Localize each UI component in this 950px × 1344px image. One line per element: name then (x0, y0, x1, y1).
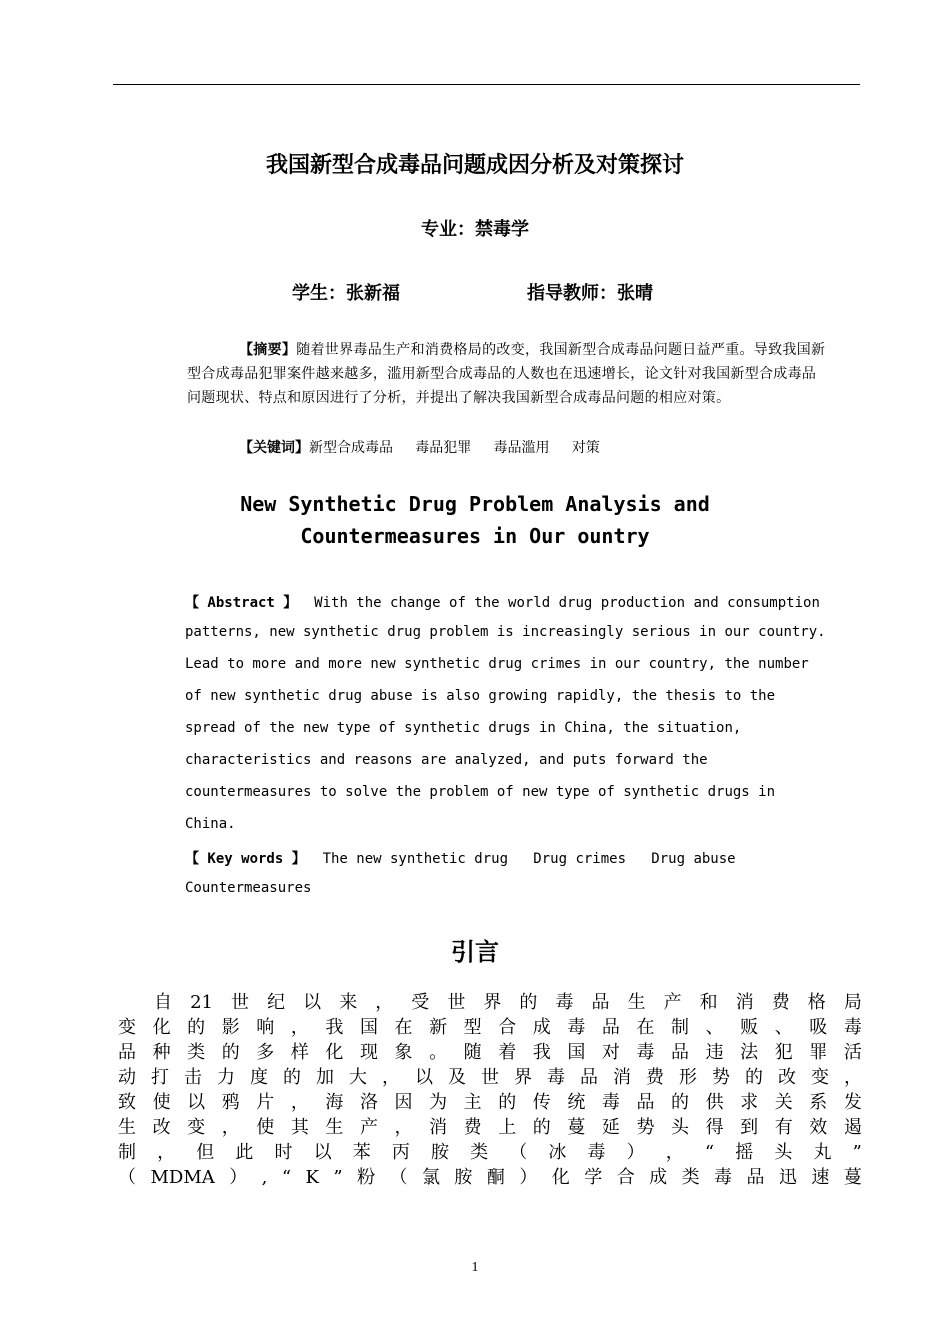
body-text-line (118, 1065, 862, 1090)
body-text-char: 界 (514, 1067, 532, 1088)
body-text-char: 击 (184, 1067, 202, 1088)
body-text-char: 合 (616, 1167, 635, 1188)
body-text-char: 制 (671, 1017, 689, 1038)
advisor-line: 指导教师：张晴 (527, 283, 653, 304)
body-text-char: 毒 (567, 1017, 586, 1038)
english-abstract-line: spread of the new type of synthetic drugs in China, the situation, (185, 720, 742, 736)
body-text-char: 响 (256, 1017, 275, 1038)
body-text-char: 消 (429, 1117, 448, 1138)
body-text-char: 的 (519, 992, 538, 1013)
body-text-char: 贩 (740, 1017, 759, 1038)
body-text-char: ” (852, 1142, 862, 1163)
english-abstract-line: China. (185, 816, 236, 832)
body-text-char: 粉 (357, 1167, 376, 1188)
body-text-line (118, 1115, 862, 1140)
body-text-char: 势 (712, 1067, 730, 1088)
body-text-char: 世 (231, 992, 250, 1013)
body-text-char: 样 (290, 1042, 309, 1063)
body-text-char: 受 (411, 992, 430, 1013)
body-text-char: 使 (152, 1092, 171, 1113)
body-text-char: 丸 (813, 1142, 832, 1163)
body-text-char: 、 (705, 1017, 724, 1038)
body-text-char: 以 (313, 1142, 332, 1163)
body-text-char: ， (157, 1142, 176, 1163)
body-text-char: ， (665, 1142, 684, 1163)
body-text-char: 变 (187, 1117, 206, 1138)
chinese-keywords-text: 新型合成毒品 毒品犯罪 毒品滥用 对策 (309, 440, 600, 456)
body-text-char: 度 (250, 1067, 268, 1088)
body-text-char: 氯 (421, 1167, 440, 1188)
body-text-char: 费 (463, 1117, 482, 1138)
body-text-char: 和 (699, 992, 718, 1013)
english-title-line-2: Countermeasures in Our ountry (300, 524, 650, 548)
body-text-char: “ (704, 1142, 715, 1163)
body-text-char: 形 (679, 1067, 697, 1088)
body-text-line (118, 990, 862, 1015)
body-text-char: ） (229, 1167, 248, 1188)
chinese-keywords-label: 【关键词】 (239, 440, 309, 456)
body-text-char: 胺 (454, 1167, 473, 1188)
body-text-char: 求 (740, 1092, 759, 1113)
body-text-line (118, 1140, 862, 1165)
body-text-line (118, 1165, 862, 1190)
body-text-char: 合 (498, 1017, 517, 1038)
body-text-char: 头 (774, 1142, 793, 1163)
body-text-char: 影 (221, 1017, 240, 1038)
body-text-char: 我 (532, 1042, 551, 1063)
body-text-char: 生 (627, 992, 646, 1013)
body-text-char: 因 (394, 1092, 413, 1113)
body-text-char: ， (382, 1067, 400, 1088)
body-text-char: 的 (187, 1017, 206, 1038)
body-text-char: 新 (429, 1017, 448, 1038)
body-text-char: 致 (118, 1092, 136, 1113)
body-text-char: 大 (349, 1067, 367, 1088)
introduction-heading: 引言 (451, 938, 499, 966)
body-text-char: 冰 (548, 1142, 567, 1163)
body-text-char: 象 (394, 1042, 413, 1063)
body-text-char: 生 (118, 1117, 136, 1138)
body-text-char: 化 (551, 1167, 570, 1188)
body-text-char: 毒 (555, 992, 574, 1013)
body-text-char: 着 (498, 1042, 517, 1063)
body-text-char: 变 (118, 1017, 136, 1038)
body-text-char: （ (118, 1167, 136, 1188)
body-text-char: 国 (567, 1042, 586, 1063)
body-text-char: 发 (843, 1092, 862, 1113)
body-text-char: 21 (190, 992, 213, 1013)
body-text-char: 苯 (352, 1142, 371, 1163)
english-keywords-label: 【 Key words 】 (185, 851, 306, 867)
body-text-char: 罪 (809, 1042, 828, 1063)
body-text-char: 界 (483, 992, 502, 1013)
body-text-char: 动 (118, 1067, 136, 1088)
body-text-char: 多 (256, 1042, 275, 1063)
body-text-char: 化 (325, 1042, 344, 1063)
body-text-char: 的 (745, 1067, 763, 1088)
body-text-char: 传 (532, 1092, 551, 1113)
body-text-char: ， (290, 1092, 309, 1113)
body-text-char: 、 (774, 1017, 793, 1038)
body-text-char: 鸦 (221, 1092, 240, 1113)
body-text-char: 国 (359, 1017, 378, 1038)
body-text-char: 改 (778, 1067, 796, 1088)
body-text-char: 品 (601, 1017, 620, 1038)
body-text-char: 吸 (809, 1017, 828, 1038)
body-text-char: 在 (394, 1017, 413, 1038)
body-text-char: 打 (151, 1067, 169, 1088)
body-text-char: 洛 (359, 1092, 378, 1113)
body-text-char: 系 (809, 1092, 828, 1113)
body-text-char: 其 (290, 1117, 309, 1138)
body-text-char: 制 (118, 1142, 136, 1163)
body-text-char: 。 (429, 1042, 448, 1063)
body-text-char: 及 (448, 1067, 466, 1088)
body-text-char: MDMA (150, 1167, 215, 1188)
body-text-char: 型 (463, 1017, 482, 1038)
body-text-char: 酮 (486, 1167, 505, 1188)
body-text-char: 丙 (391, 1142, 410, 1163)
body-text-line (118, 1015, 862, 1040)
english-abstract-line: characteristics and reasons are analyzed, and puts forward the (185, 752, 708, 768)
body-text-char: ” (333, 1167, 343, 1188)
body-text-line (118, 1040, 862, 1065)
body-text-char: 主 (463, 1092, 482, 1113)
body-text-char: 纪 (267, 992, 286, 1013)
body-text-char: 胺 (431, 1142, 449, 1163)
body-text-char: 产 (359, 1117, 378, 1138)
body-text-char: 费 (771, 992, 790, 1013)
body-text-char: 海 (325, 1092, 344, 1113)
body-text-char: 类 (187, 1042, 206, 1063)
body-text-char: 的 (221, 1042, 240, 1063)
body-text-char: ， (394, 1117, 413, 1138)
body-text-char: 局 (843, 992, 862, 1013)
body-text-char: 毒 (547, 1067, 565, 1088)
body-text-char: 力 (217, 1067, 235, 1088)
body-text-char: 片 (256, 1092, 275, 1113)
english-abstract-line: patterns, new synthetic drug problem is increasingly serious in our country. (185, 624, 826, 640)
body-text-char: 遏 (843, 1117, 862, 1138)
header-rule (113, 84, 860, 85)
body-text-char: 头 (671, 1117, 689, 1138)
body-text-char: 关 (774, 1092, 793, 1113)
body-text-char: 品 (636, 1092, 655, 1113)
body-text-char: 消 (613, 1067, 631, 1088)
body-text-char: K (305, 1167, 319, 1188)
body-text-char: ， (290, 1017, 309, 1038)
body-text-char: 类 (470, 1142, 489, 1163)
body-text-char: 供 (705, 1092, 724, 1113)
english-abstract-label: 【 Abstract 】 (185, 595, 298, 611)
body-text-char: 毒 (636, 1042, 655, 1063)
body-text-char: 毒 (587, 1142, 606, 1163)
body-text-char: 品 (591, 992, 610, 1013)
body-text-char: 毒 (601, 1092, 620, 1113)
body-text-char: ， (221, 1117, 240, 1138)
body-text-char: 蔓 (843, 1167, 862, 1188)
body-text-char: 的 (283, 1067, 301, 1088)
body-text-char: 得 (705, 1117, 724, 1138)
body-text-char: 效 (809, 1117, 828, 1138)
body-text-char: 世 (481, 1067, 499, 1088)
body-text-char: 上 (498, 1117, 517, 1138)
chinese-title: 我国新型合成毒品问题成因分析及对策探讨 (265, 153, 684, 178)
body-text-char: ） (519, 1167, 538, 1188)
body-text-char: 延 (601, 1117, 620, 1138)
body-text-char: 变 (811, 1067, 829, 1088)
english-keywords-line-2: Countermeasures (185, 880, 312, 896)
body-text-char: 迅 (778, 1167, 797, 1188)
body-text-line (118, 1090, 862, 1115)
body-text-char: 自 (154, 992, 173, 1013)
english-abstract-line (185, 592, 820, 612)
body-text-char (118, 990, 136, 1015)
body-text-char: 种 (152, 1042, 171, 1063)
body-text-char: 势 (636, 1117, 655, 1138)
body-text-char: 化 (152, 1017, 171, 1038)
body-text-char: ， (375, 992, 394, 1013)
body-text-char: 费 (646, 1067, 664, 1088)
english-abstract-line: Lead to more and more new synthetic drug crimes in our country, the number (185, 656, 809, 672)
english-keywords-line (185, 848, 736, 868)
body-text-char: 现 (359, 1042, 378, 1063)
body-text-char: （ (389, 1167, 408, 1188)
body-text-char: 此 (235, 1142, 254, 1163)
body-text-char: 对 (601, 1042, 620, 1063)
body-text-char: 以 (415, 1067, 433, 1088)
body-text-char: 的 (671, 1092, 689, 1113)
body-text-char: 改 (152, 1117, 171, 1138)
body-text-char: 世 (447, 992, 466, 1013)
body-text-char: 以 (303, 992, 322, 1013)
body-text-char: , (261, 1167, 268, 1188)
body-text-char: ） (626, 1142, 645, 1163)
body-text-char: 但 (196, 1142, 215, 1163)
body-text-char: 的 (498, 1092, 517, 1113)
body-text-char: 蔓 (567, 1117, 586, 1138)
page-number: 1 (471, 1260, 479, 1275)
body-text-char: 为 (429, 1092, 448, 1113)
body-text-char: ， (844, 1067, 862, 1088)
body-text-char: 产 (663, 992, 682, 1013)
body-text-char: 违 (705, 1042, 724, 1063)
english-abstract-line: countermeasures to solve the problem of new type of synthetic drugs in (185, 784, 776, 800)
body-text-char: 品 (118, 1042, 136, 1063)
body-text-char: 统 (567, 1092, 586, 1113)
body-text-char: 摇 (735, 1142, 754, 1163)
body-text-char: 生 (325, 1117, 344, 1138)
english-abstract-line: of new synthetic drug abuse is also growing rapidly, the thesis to the (185, 688, 776, 704)
english-abstract-first-text: With the change of the world drug production and consumption (297, 595, 820, 611)
body-text-char: 活 (843, 1042, 862, 1063)
body-text-char: 加 (316, 1067, 334, 1088)
chinese-abstract (187, 338, 827, 410)
student-line: 学生：张新福 (292, 283, 400, 304)
body-text-char: 以 (187, 1092, 206, 1113)
body-text-char: 在 (636, 1017, 655, 1038)
body-text-char: 消 (735, 992, 754, 1013)
body-text-char: 格 (807, 992, 826, 1013)
body-text-char: 时 (274, 1142, 293, 1163)
body-text-char: 品 (746, 1167, 765, 1188)
english-title-line-1: New Synthetic Drug Problem Analysis and (240, 492, 710, 516)
body-text-char: 品 (671, 1042, 689, 1063)
body-text-char: 的 (532, 1117, 551, 1138)
body-text-char: 随 (463, 1042, 482, 1063)
english-title (0, 488, 950, 552)
body-text-char: “ (281, 1167, 292, 1188)
chinese-keywords (239, 436, 600, 460)
body-text-char: 品 (580, 1067, 598, 1088)
body-text-char: （ (509, 1142, 528, 1163)
body-text-char: 类 (681, 1167, 700, 1188)
body-text-char: 学 (584, 1167, 603, 1188)
body-text-char: 到 (740, 1117, 759, 1138)
body-text-char: 法 (740, 1042, 759, 1063)
body-text-char: 成 (532, 1017, 551, 1038)
english-keywords-text: The new synthetic drug Drug crimes Drug abuse (305, 851, 736, 867)
body-text-char: 来 (339, 992, 358, 1013)
body-text-char: 成 (649, 1167, 668, 1188)
body-text-char: 犯 (774, 1042, 793, 1063)
major-line: 专业：禁毒学 (421, 219, 529, 240)
chinese-abstract-text: 随着世界毒品生产和消费格局的改变，我国新型合成毒品问题日益严重。导致我国新型合成毒品犯罪案件越来越多，滥用新型合成毒品的人数也在迅速增长，论文针对我国新型合成毒品问题现状、特点和原因进行了分析，并提出了解决我国新型合成毒品问题的相应对策。 (187, 342, 826, 406)
body-text-char: 我 (325, 1017, 344, 1038)
body-text-char: 毒 (714, 1167, 733, 1188)
body-text-char: 有 (774, 1117, 793, 1138)
chinese-abstract-label: 【摘要】 (239, 342, 297, 358)
body-text-char: 使 (256, 1117, 275, 1138)
body-text-char: 速 (811, 1167, 830, 1188)
body-text-char: 毒 (843, 1017, 862, 1038)
